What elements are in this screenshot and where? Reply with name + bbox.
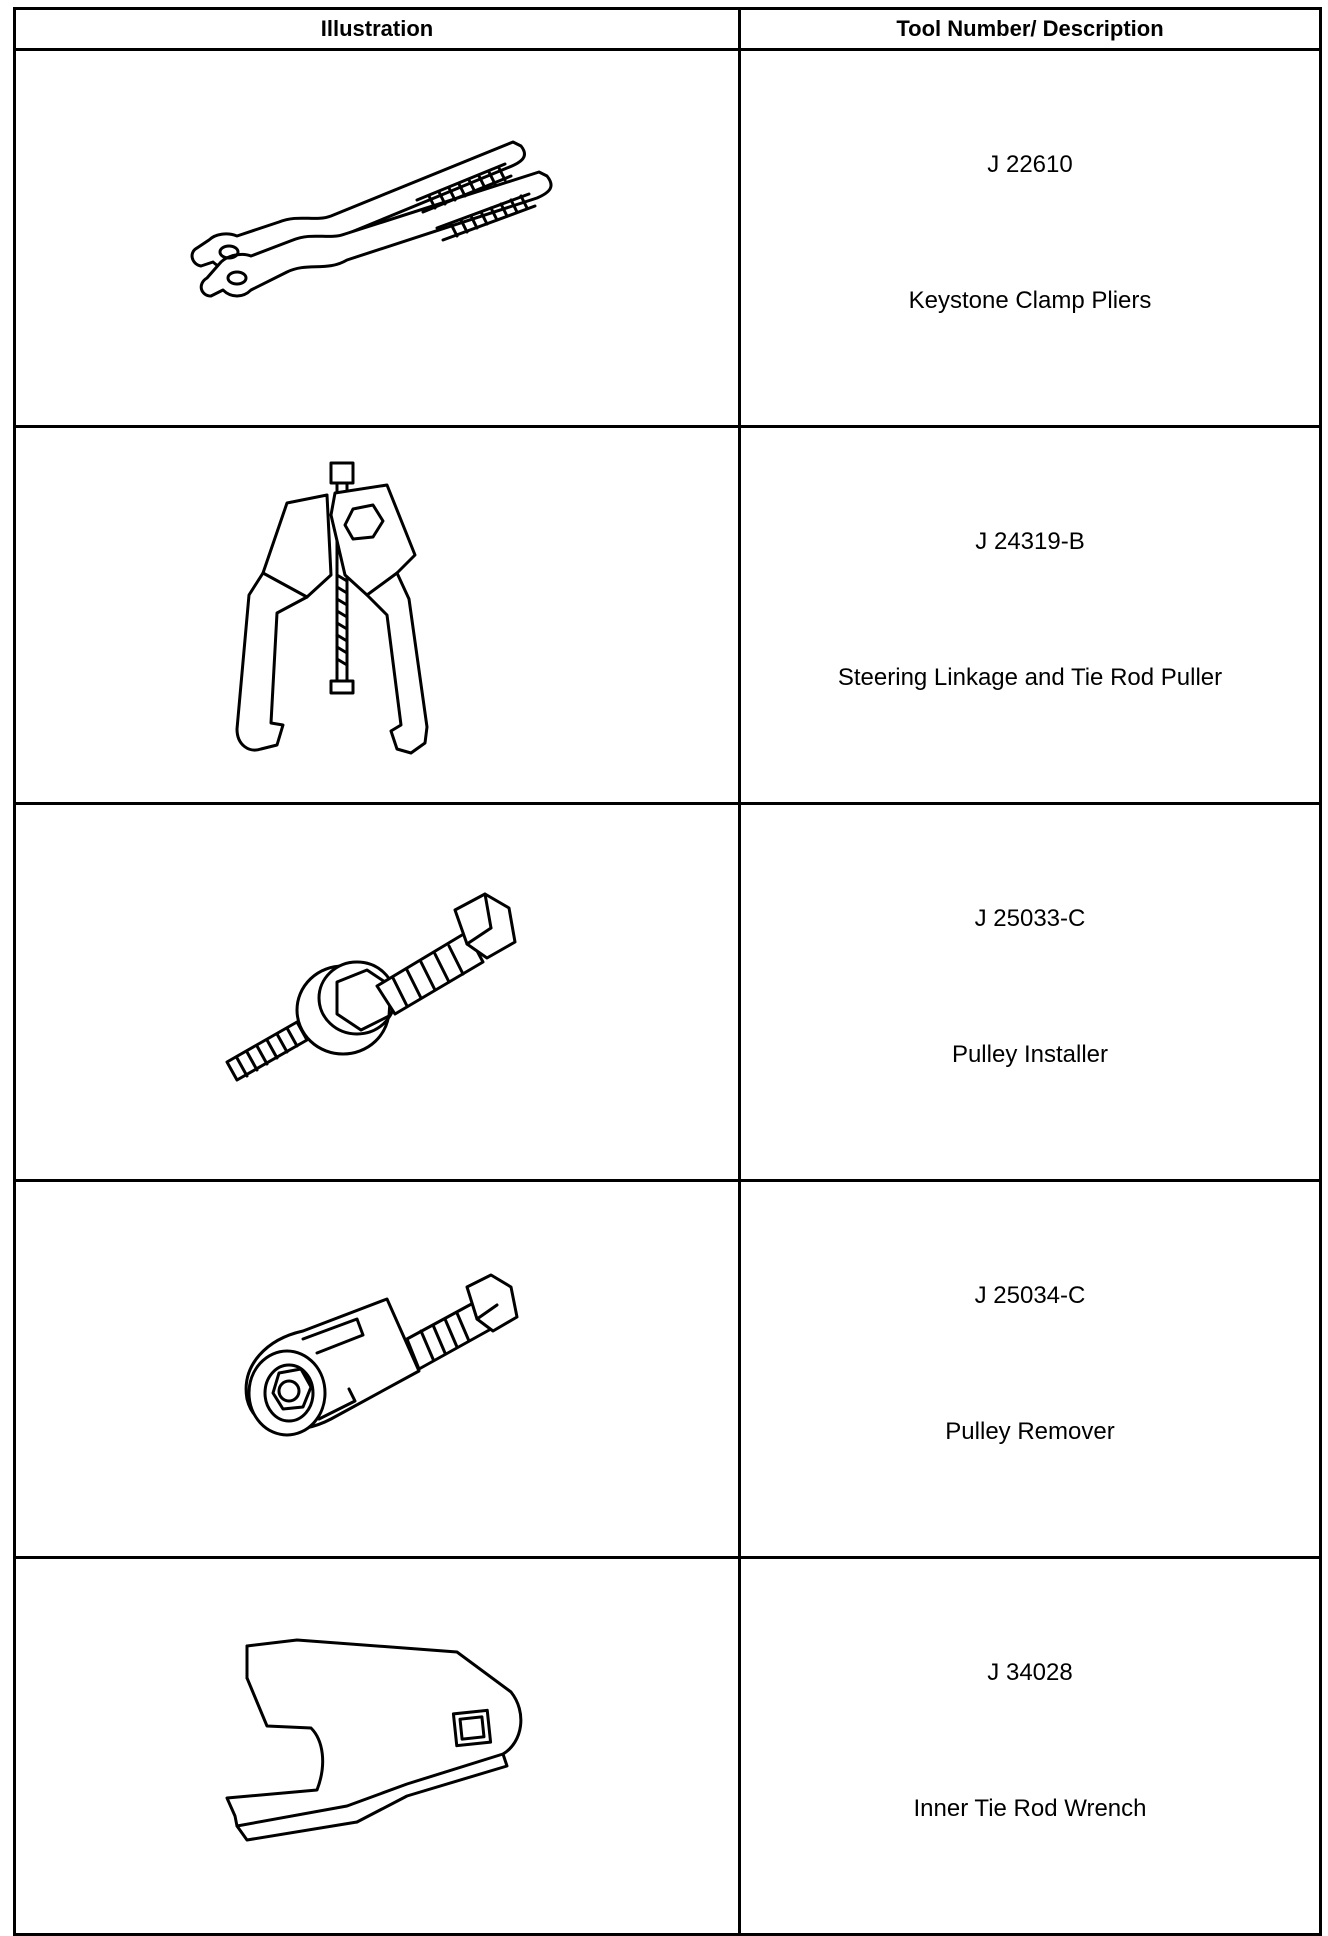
tool-description: Steering Linkage and Tie Rod Puller [837,664,1223,691]
puller-icon [227,455,527,775]
table-row [15,1558,1321,1935]
table-row [15,804,1321,1181]
tool-number: J 25034-C [974,1282,1086,1309]
wrench-icon [207,1626,547,1866]
table-header-row [15,9,1321,50]
tool-description-cell [740,804,1321,1181]
tool-number: J 34028 [987,1659,1073,1686]
tool-number: J 22610 [987,151,1073,178]
table-row [15,427,1321,804]
tool-table [13,7,1322,1936]
tool-description: Keystone Clamp Pliers [908,287,1152,314]
pulley-remover-icon [227,1269,527,1469]
header-tool-description: Tool Number/ Description [740,9,1321,50]
pulley-installer-icon [217,882,537,1102]
illustration-cell [15,1181,740,1558]
table-row [15,50,1321,427]
tool-description-cell [740,1181,1321,1558]
header-illustration: Illustration [15,9,740,50]
illustration-cell [15,427,740,804]
illustration-cell [15,804,740,1181]
table-row [15,1181,1321,1558]
tool-number: J 24319-B [975,528,1085,555]
illustration-cell [15,1558,740,1935]
tool-description-cell [740,1558,1321,1935]
tool-number: J 25033-C [974,905,1086,932]
tool-description: Pulley Installer [951,1041,1109,1068]
tool-description-cell [740,427,1321,804]
tool-description: Inner Tie Rod Wrench [913,1795,1147,1822]
pliers-icon [167,128,587,348]
tool-description-cell [740,50,1321,427]
tool-description: Pulley Remover [945,1418,1115,1445]
illustration-cell [15,50,740,427]
